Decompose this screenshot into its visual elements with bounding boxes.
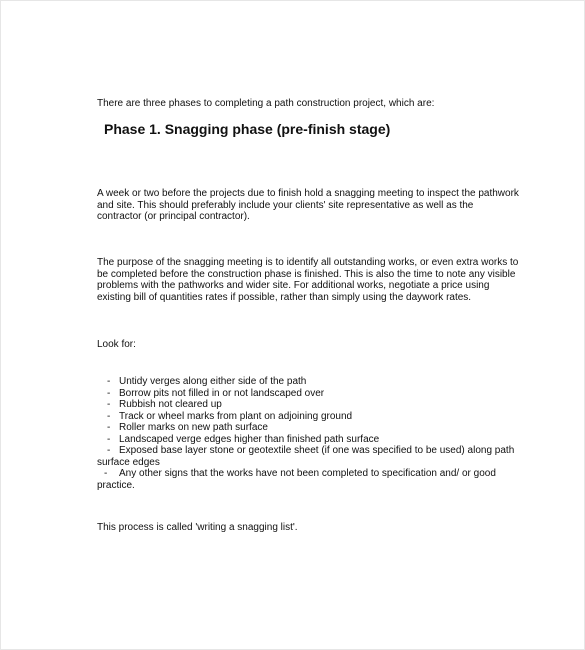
list-dash: - bbox=[107, 445, 111, 456]
checklist-item bbox=[97, 445, 514, 457]
checklist-item-text: Landscaped verge edges higher than finished path surface bbox=[119, 433, 380, 445]
look-for-label: Look for: bbox=[97, 339, 136, 350]
list-dash: - bbox=[104, 468, 108, 479]
checklist-item bbox=[97, 411, 514, 423]
checklist-item-text: surface edges bbox=[97, 456, 160, 468]
phase-heading: Phase 1. Snagging phase (pre-finish stage) bbox=[104, 121, 391, 137]
paragraph-line: contractor (or principal contractor). bbox=[97, 211, 250, 222]
list-dash: - bbox=[107, 387, 111, 399]
paragraph-line: A week or two before the projects due to finish hold a snagging meeting to inspect the pathwork bbox=[97, 188, 519, 199]
checklist-item bbox=[97, 399, 514, 411]
checklist-item bbox=[97, 422, 514, 434]
checklist-item-text: Untidy verges along either side of the path bbox=[119, 376, 307, 387]
intro-text: There are three phases to completing a path construction project, which are: bbox=[97, 98, 435, 109]
snagging-checklist bbox=[97, 376, 514, 491]
checklist-item bbox=[97, 468, 514, 480]
checklist-item-text: Roller marks on new path surface bbox=[119, 422, 268, 433]
checklist-item-text: Rubbish not cleared up bbox=[119, 399, 222, 410]
paragraph-line: problems with the pathworks and wider site. For additional works, negotiate a price using bbox=[97, 280, 490, 291]
paragraph-preparation bbox=[97, 188, 519, 223]
checklist-item bbox=[97, 434, 514, 446]
checklist-item-text: Any other signs that the works have not been completed to specification and/ or good bbox=[119, 468, 496, 479]
list-dash: - bbox=[107, 433, 111, 445]
checklist-item-text: practice. bbox=[97, 479, 135, 491]
checklist-item-text: Borrow pits not filled in or not landscaped over bbox=[119, 387, 325, 399]
checklist-item-continuation bbox=[97, 480, 514, 492]
paragraph-purpose bbox=[97, 257, 519, 303]
list-dash: - bbox=[107, 376, 111, 387]
checklist-item bbox=[97, 388, 514, 400]
paragraph-line: and site. This should preferably include your clients' site representative as well as the bbox=[97, 199, 474, 211]
list-dash: - bbox=[107, 399, 111, 410]
list-dash: - bbox=[107, 422, 111, 433]
closing-text: This process is called 'writing a snagging list'. bbox=[97, 522, 298, 533]
checklist-item-text: Track or wheel marks from plant on adjoining ground bbox=[119, 410, 353, 422]
paragraph-line: existing bill of quantities rates if possible, rather than simply using the daywork rates. bbox=[97, 291, 472, 303]
list-dash: - bbox=[107, 410, 111, 422]
checklist-item-text: Exposed base layer stone or geotextile sheet (if one was specified to be used) along path bbox=[119, 445, 515, 456]
paragraph-line: be completed before the construction phase is finished. This is also the time to note any visible bbox=[97, 268, 516, 280]
checklist-item-continuation bbox=[97, 457, 514, 469]
paragraph-line: The purpose of the snagging meeting is to identify all outstanding works, or even extra works to bbox=[97, 257, 519, 268]
checklist-item bbox=[97, 376, 514, 388]
